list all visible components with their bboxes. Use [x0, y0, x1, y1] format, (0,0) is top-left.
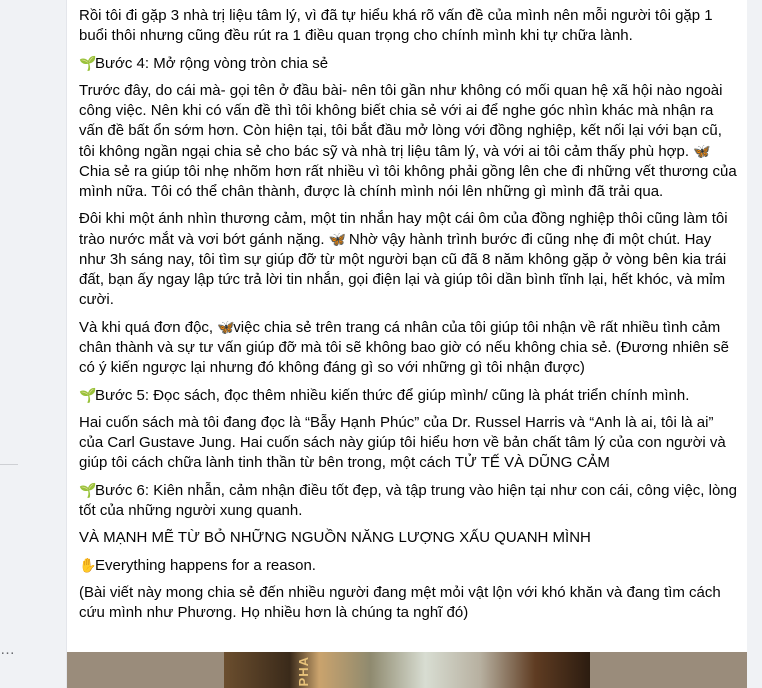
paragraph-9 — [79, 528, 739, 548]
paragraph-step-4 — [79, 53, 739, 74]
paragraph-4-text-2: Nhờ vậy hành trình bước đi cũng nhẹ đi một chút. Hay như 3h sáng nay, tôi tìm sự giúp đỡ từ một người bạn cũ đã 8 năm không gặp ở vòng bên kia trái đất, bạn ấy ngay lập tức trả lời tin nhắn, gọi điện lại và giúp tôi dần bình tĩnh lại, hết khóc, và mỉm cười. — [79, 231, 727, 308]
paragraph-3 — [79, 81, 739, 202]
seedling-icon: 🌱 — [79, 482, 97, 498]
paragraph-4-text: Đôi khi một ánh nhìn thương cảm, một tin nhắn hay một cái ôm của đồng nghiệp thôi cũng làm tôi trào nước mắt và vơi bớt gánh nặng. — [79, 210, 728, 248]
left-rail — [0, 0, 65, 688]
rail-divider — [0, 464, 18, 465]
step-5-heading: Bước 5: Đọc sách, đọc thêm nhiều kiến thức để giúp mình/ cũng là phát triển chính mình. — [95, 387, 690, 404]
butterfly-icon: 🦋 — [328, 231, 347, 247]
seedling-icon: 🌱 — [79, 55, 97, 71]
paragraph-step-6 — [79, 480, 739, 521]
right-gutter — [747, 0, 762, 688]
post-body — [79, 6, 739, 630]
rail-ellipsis[interactable]: … — [0, 641, 15, 658]
paragraph-10-text: Everything happens for a reason. — [95, 557, 316, 574]
paragraph-9-text: VÀ MẠNH MẼ TỪ BỎ NHỮNG NGUỒN NĂNG LƯỢNG XẤU QUANH MÌNH — [79, 529, 591, 546]
step-4-heading: Bước 4: Mở rộng vòng tròn chia sẻ — [95, 55, 329, 72]
post-photo[interactable] — [224, 652, 590, 688]
paragraph-7-text: Hai cuốn sách mà tôi đang đọc là “Bẫy Hạnh Phúc” của Dr. Russel Harris và “Anh là ai, tôi là ai” của Carl Gustave Jung. Hai cuốn sách này giúp tôi hiểu hơn về bản chất tâm lý của con người và giúp tôi cách chữa lành tinh thần từ bên trong, một cách TỬ TẾ VÀ DŨNG CẢM — [79, 414, 726, 471]
hand-icon: ✋ — [79, 557, 97, 573]
paragraph-7 — [79, 413, 739, 473]
paragraph-3-text-2: Chia sẻ ra giúp tôi nhẹ nhõm hơn rất nhiều vì tôi không phải gồng lên che đi những vết thương của mình nữa. Tôi có thể chân thành, được là chính mình nói lên những gì mình đã trải qua. — [79, 163, 737, 200]
butterfly-icon: 🦋 — [693, 143, 711, 159]
post-media[interactable] — [67, 652, 747, 688]
post-card — [66, 0, 748, 688]
paragraph-1 — [79, 6, 739, 46]
seedling-icon: 🌱 — [79, 387, 97, 403]
paragraph-11 — [79, 583, 739, 623]
paragraph-step-5 — [79, 385, 739, 406]
butterfly-icon: 🦋 — [217, 319, 235, 335]
paragraph-10 — [79, 555, 739, 576]
paragraph-5-text: Và khi quá đơn độc, — [79, 319, 214, 336]
photo-text: PHA — [296, 656, 311, 687]
paragraph-11-text: (Bài viết này mong chia sẻ đến nhiều người đang mệt mỏi vật lộn với khó khăn và đang tìm cách cứu mình như Phương. Họ nhiều hơn là chúng ta nghĩ đó) — [79, 584, 721, 621]
paragraph-3-text: Trước đây, do cái mà- gọi tên ở đầu bài- nên tôi gần như không có mối quan hệ xã hội nào ngoài công việc. Nên khi có vấn đề thì tôi không biết chia sẻ với ai để nghe góc nhìn khác mà nhận ra vấn đề bất ổn sớm hơn. Còn hiện tại, tôi bắt đầu mở lòng với đồng nghiệp, kết nối lại với bạn cũ, tôi không ngần ngại chia sẻ cho bác sỹ và nhà trị liệu tâm lý, và với ai tôi cảm thấy phù hợp. — [79, 82, 723, 160]
paragraph-4 — [79, 209, 739, 310]
step-6-heading: Bước 6: Kiên nhẫn, cảm nhận điều tốt đẹp, và tập trung vào hiện tại như con cái, công việc, lòng tốt của những người xung quanh. — [79, 482, 737, 519]
paragraph-5-text-2: việc chia sẻ trên trang cá nhân của tôi giúp tôi nhận về rất nhiều tình cảm chân thành và sự tư vấn giúp đỡ mà tôi sẽ không bao giờ có nếu không chia sẻ. (Đương nhiên sẽ có ý kiến ngược lại nhưng đó không đáng gì so với những gì tôi nhận được) — [79, 319, 730, 376]
paragraph-1-text: Rồi tôi đi gặp 3 nhà trị liệu tâm lý, vì đã tự hiểu khá rõ vấn đề của mình nên mỗi người tôi gặp 1 buổi thôi nhưng cũng đều rút ra 1 điều quan trọng cho chính mình khi tự chữa lành. — [79, 7, 713, 44]
paragraph-5 — [79, 317, 739, 378]
